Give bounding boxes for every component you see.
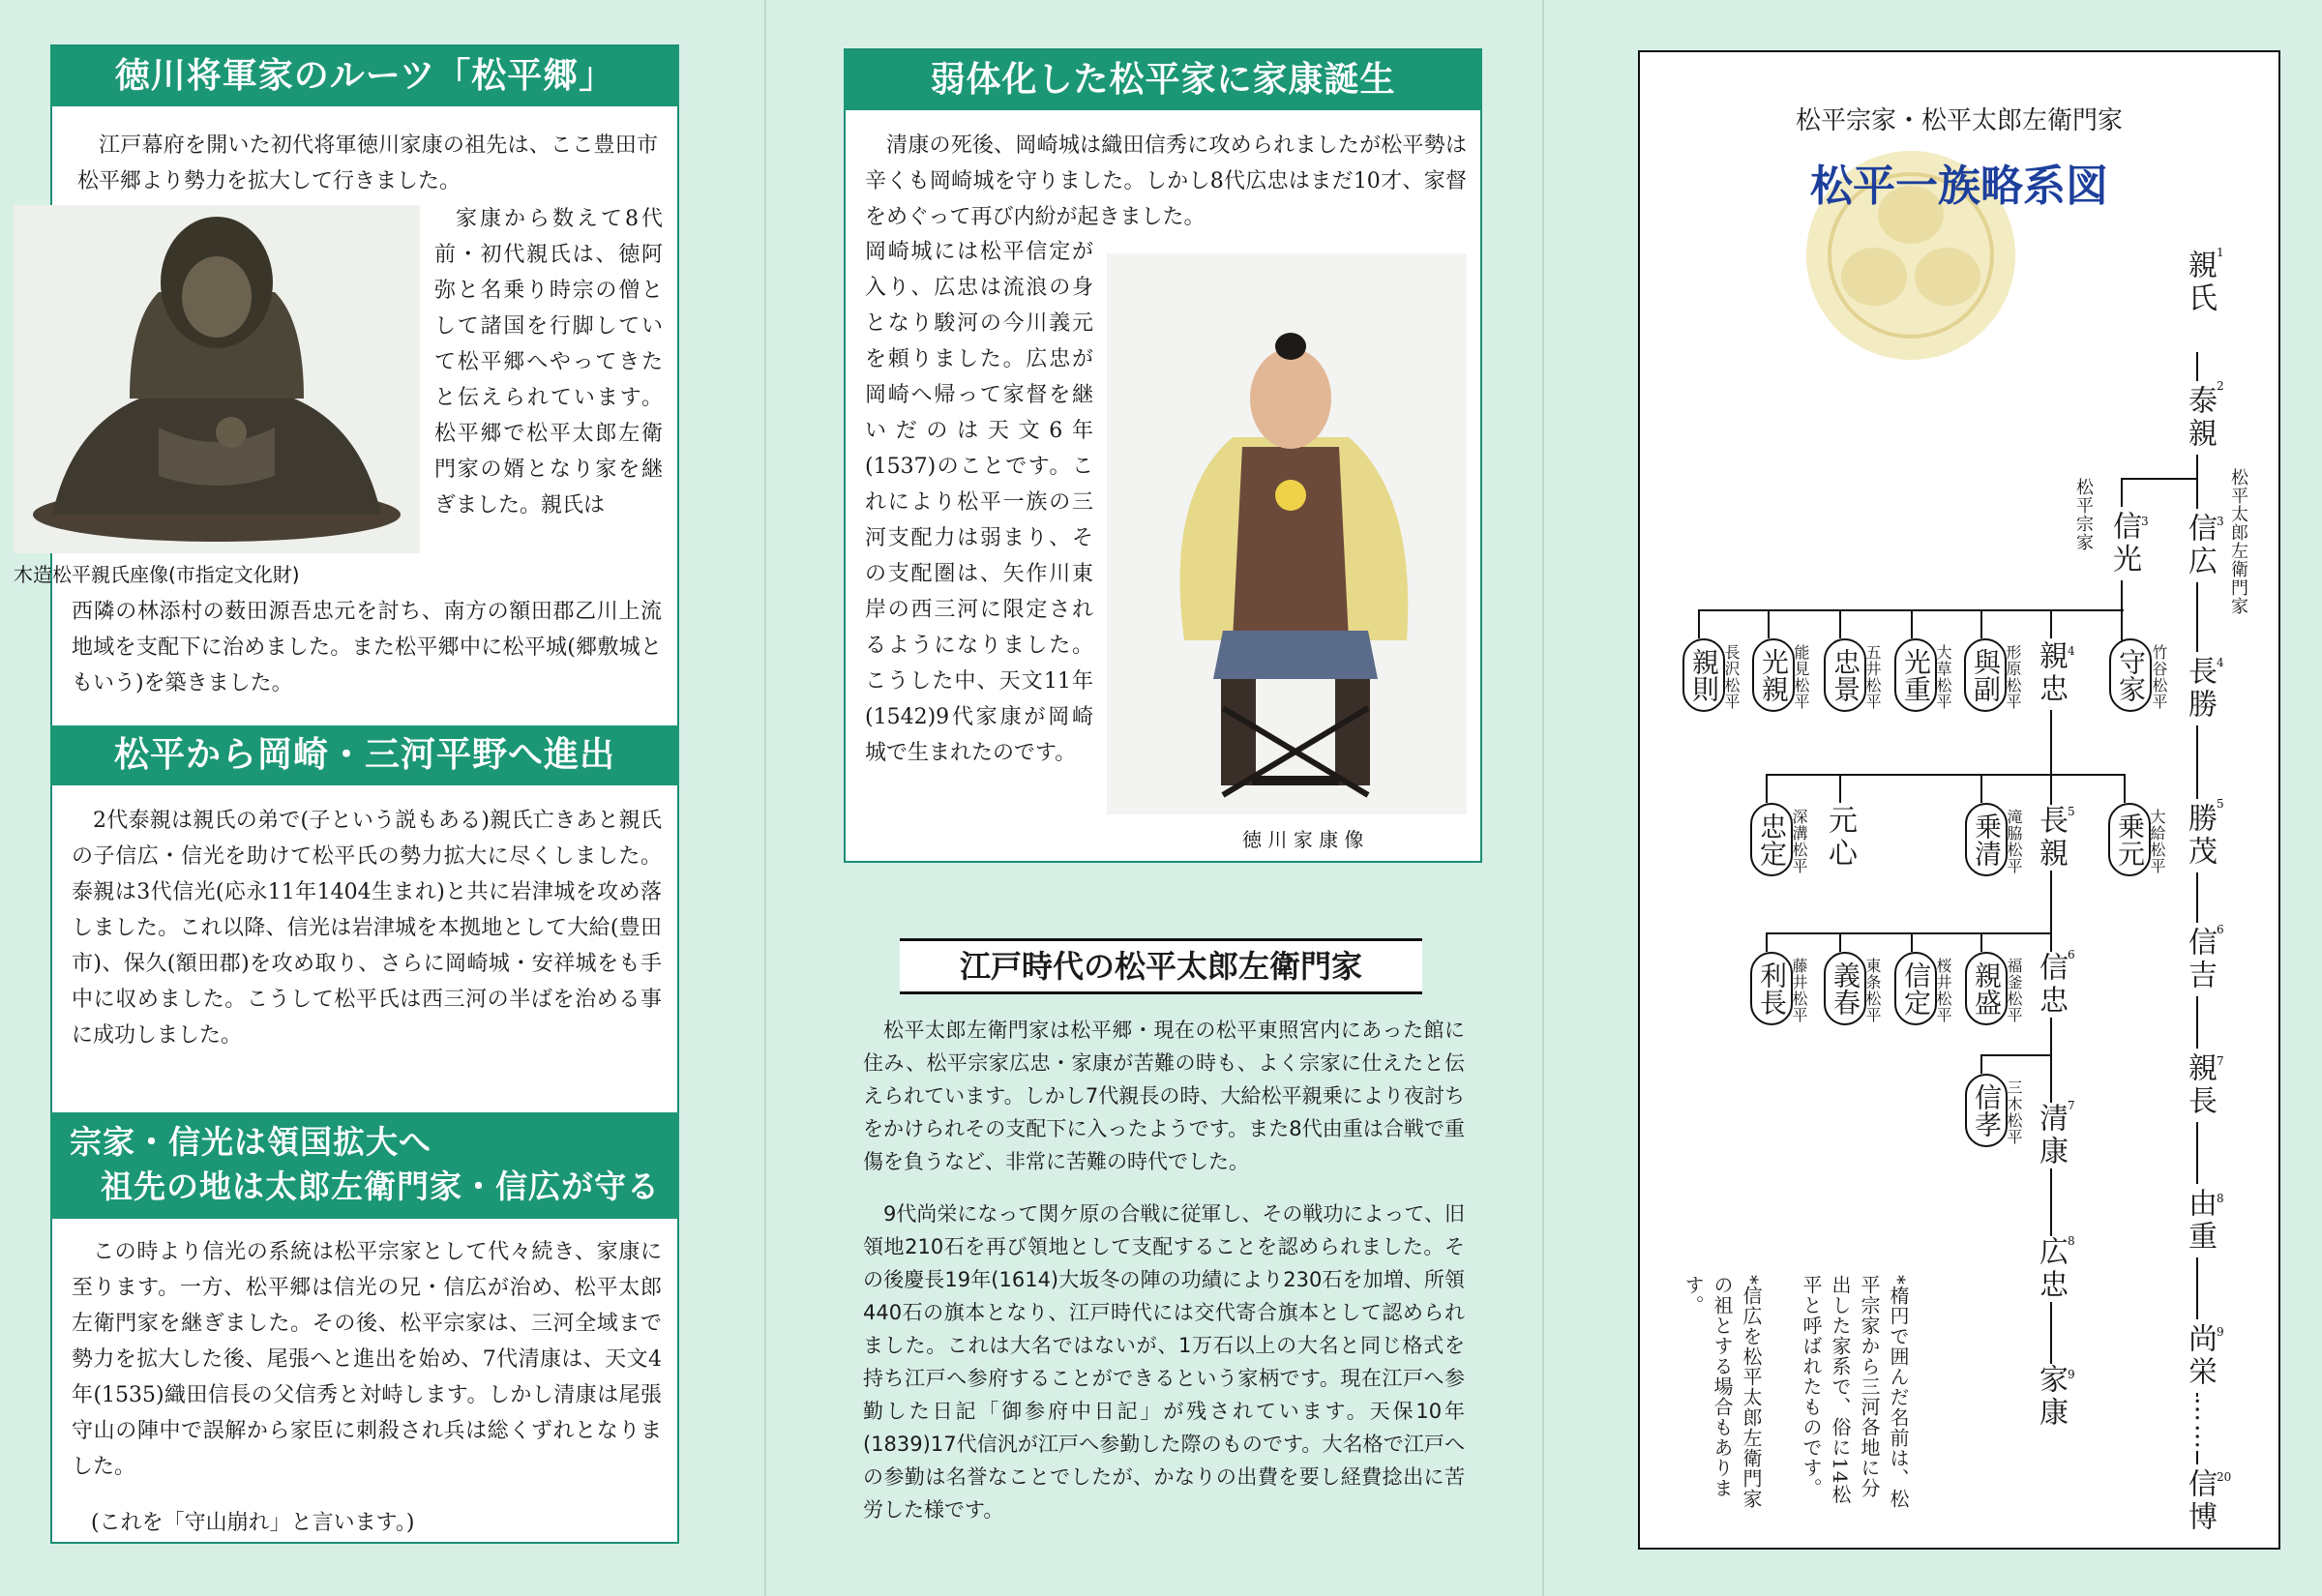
souke-nagachika: 長親 <box>2034 805 2068 871</box>
tag-miki: 三木松平 <box>2005 1079 2023 1145</box>
heading-okazaki: 松平から岡崎・三河平野へ進出 <box>50 725 679 785</box>
para-ancestors: 江戸幕府を開いた初代将軍徳川家康の祖先は、ここ豊田市松平郷より勢力を拡大して行きました。 <box>77 133 658 193</box>
tag-nomi: 能見松平 <box>1792 644 1810 710</box>
para-yasuchika: 2代泰親は親氏の弟で(子という説もある)親氏亡きあと親氏の子信広・信光を助けて松平氏の勢力拡大に尽くしました。泰親は3代信光(応永11年1404生まれ)と共に岩津城を攻め落しました。これ以降、信光は岩津城を本拠地として大給(豊田市)、保久(額田郡)を攻め取り、さらに岡崎城・安祥城をも手中に収めました。こうして松平氏は西三河の半ばを治める事に成功しました。 <box>72 809 662 1048</box>
tag-okusa: 大草松平 <box>1934 644 1952 710</box>
node-mitsushige: 光重 <box>1894 638 1937 712</box>
gen6-nobuyoshi: 信吉 <box>2184 923 2215 996</box>
tag-takenoya: 竹谷松平 <box>2150 644 2168 710</box>
tag-tojo: 東条松平 <box>1863 958 1882 1023</box>
node-chikamori: 親盛 <box>1965 952 2008 1025</box>
gen9-naohide: 尚栄 <box>2184 1319 2215 1393</box>
para-kiyoyasu-death: 清康の死後、岡崎城は織田信秀に攻められましたが松平勢は辛くも岡崎城を守りました。しかし8代広忠はまだ10才、家督をめぐって再び内紛が起きました。 <box>865 133 1467 229</box>
node-moriie: 守家 <box>2109 638 2152 712</box>
heading-souke-expansion <box>50 1112 679 1219</box>
node-norikiyo: 乗清 <box>1965 803 2008 876</box>
tag-fukama: 福釜松平 <box>2005 958 2023 1023</box>
panel-2-bottom <box>844 917 1482 1555</box>
gen8-yoshishige: 由重 <box>2184 1184 2215 1257</box>
heading-ieyasu-birth: 弱体化した松平家に家康誕生 <box>844 50 1482 110</box>
souke-chikatada: 親忠 <box>2034 640 2068 706</box>
photo-caption-ieyasu: 徳 川 家 康 像 <box>1242 828 1364 851</box>
node-mitsuchika: 光親 <box>1752 638 1795 712</box>
para-edo-2: 9代尚栄になって関ケ原の合戦に従軍し、その戦功によって、旧領地210石を再び領地として支配することを認められました。その後慶長19年(1614)大坂冬の陣の功績により230石を加増、所領440石の旗本となり、江戸時代には交代寄合旗本として認められました。これは大名ではないが、1万石以上の大名と同じ格式を持ち江戸へ参府することができるという家柄です。現在江戸へ参勤した日記「御参府中日記」が残されています。天保10年(1839)17代信汎が江戸へ参勤した際のものです。大名格で江戸への参勤は名誉なことでしたが、かなりの出費を要し経費捻出に苦労した様です。 <box>863 1202 1465 1522</box>
photo-caption-statue: 木造松平親氏座像(市指定文化財) <box>14 563 300 586</box>
note-fourteen-matsudaira: *楕円で囲んだ名前は、松平宗家から三河各地に分出した家系で、俗に14松平と呼ばれたものです。 <box>1800 1275 1910 1509</box>
tag-ogyu: 大給松平 <box>2148 809 2166 874</box>
tag-goi: 五井松平 <box>1863 644 1882 710</box>
panel-1 <box>14 44 679 1544</box>
tag-sakurai: 桜井松平 <box>1934 958 1952 1023</box>
photo-ieyasu-statue <box>1107 253 1467 814</box>
para-hirotada: 岡崎城には松平信定が入り、広忠は流浪の身となり駿河の今川義元を頼りました。広忠が岡崎へ帰って家督を継いだのは天文6年(1537)のことです。これにより松平一族の三河支配力は弱まり、その支配圏は、矢作川東岸の西三河に限定されるようになりました。こうした中、天文11年(1542)9代家康が岡崎城で生まれたのです。 <box>865 240 1093 765</box>
photo-chikauji-statue <box>14 205 420 553</box>
para-chikauji-cont: 西隣の林添村の薮田源吾忠元を討ち、南方の額田郡乙川上流地域を支配下に治めました。また松平郷中に松平城(郷敷城ともいう)を築きました。 <box>72 600 662 695</box>
souke-nobumitsu: 信光 <box>2108 507 2139 580</box>
node-norimoto: 乗元 <box>2108 803 2151 876</box>
node-tadakage: 忠景 <box>1824 638 1866 712</box>
tag-takiwaki: 滝脇松平 <box>2005 809 2023 874</box>
node-tomosuke: 與副 <box>1964 638 2007 712</box>
genealogy-subtitle: 松平宗家・松平太郎左衛門家 <box>1795 106 2123 135</box>
panel-3-genealogy: 松平宗家・松平太郎左衛門家 松平一族略系図 親氏 1 泰親 2 信広 3 長勝 4 勝茂 5 信吉 6 親長 7 由重 8 尚栄 9 …… 信博 20 松平太郎左衛門家 松平宗家 信光 3 守家 竹谷松平 親忠 4 與副 形原松平 光重 大草松平 忠景 五井松平 光親 能見松平 親則 長沢松平 乗元 大給松平 長親 5 乗清 滝脇松平 元心 忠定 深溝松平 信忠 6 親盛 福釜松平 信定 桜井松平 義春 東条松平 利長 藤井松平 信孝 三木松平 清康 7 広忠 8 家康 9 *楕円で囲んだ名前は、松平宗家から三河各地に分出した家系で、俗に14松平と呼ばれたものです。 *信広を松平太郎左衛門家の祖とする場合もあります。 <box>1638 50 2280 1550</box>
node-toshinaga: 利長 <box>1750 952 1793 1025</box>
heading-edo-period: 江戸時代の松平太郎左衛門家 <box>900 938 1422 994</box>
gen5-katsushige: 勝茂 <box>2184 799 2215 872</box>
node-yoshiharu: 義春 <box>1824 952 1866 1025</box>
tag-nagasawa: 長沢松平 <box>1722 644 1741 710</box>
para-edo-1: 松平太郎左衛門家は松平郷・現在の松平東照宮内にあった館に住み、松平宗家広忠・家康が苦難の時も、よく宗家に仕えたと伝えられています。しかし7代親長の時、大給松平親乗により夜討ちをかけられその支配下に入ったようです。また8代由重は合戦で重傷を負うなど、非常に苦難の時代でした。 <box>863 1019 1465 1173</box>
panel-2-top <box>844 48 1482 863</box>
souke-kiyoyasu: 清康 <box>2034 1103 2068 1168</box>
para-chikauji: 家康から数えて8代前・初代親氏は、徳阿弥と名乗り時宗の僧として諸国を行脚していて松平郷へやってきたと伝えられています。松平郷で松平太郎左衛門家の婿となり家を継ぎました。親氏は <box>434 207 663 517</box>
tag-fukozu: 深溝松平 <box>1790 809 1808 874</box>
label-taro-zaemon: 松平太郎左衛門家 <box>2228 468 2248 615</box>
heading-line-2: 祖先の地は太郎左衛門家・信広が守る <box>101 1167 660 1205</box>
node-nobusada: 信定 <box>1894 952 1937 1025</box>
node-genshin: 元心 <box>1823 805 1857 871</box>
souke-hirotada: 広忠 <box>2034 1236 2068 1302</box>
note-nobuhiro-ancestor: *信広を松平太郎左衛門家の祖とする場合もあります。 <box>1682 1275 1763 1509</box>
para-moriyama: (これを「守山崩れ」と言います。) <box>91 1511 415 1535</box>
genealogy-title: 松平一族略系図 <box>1810 162 2108 211</box>
tag-fujii: 藤井松平 <box>1790 958 1808 1023</box>
souke-nobutada: 信忠 <box>2034 952 2068 1018</box>
ellipsis-dots: …… <box>2189 1397 2218 1451</box>
gen4-nagakatsu: 長勝 <box>2184 652 2215 725</box>
gen1-chikauji: 親氏 <box>2184 246 2215 319</box>
gen2-yasuchika: 泰親 <box>2184 381 2215 455</box>
souke-ieyasu: 家康 <box>2034 1364 2068 1430</box>
gen20-nobuhiro: 信博 <box>2184 1464 2215 1538</box>
label-souke: 松平宗家 <box>2073 478 2094 551</box>
node-nobutaka: 信孝 <box>1965 1074 2008 1147</box>
node-tadasada: 忠定 <box>1750 803 1793 876</box>
gen7-chikanaga: 親長 <box>2184 1049 2215 1122</box>
node-chikanori: 親則 <box>1682 638 1725 712</box>
tag-katahara: 形原松平 <box>2004 644 2022 710</box>
para-souke: この時より信光の系統は松平宗家として代々続き、家康に至ります。一方、松平郷は信光の兄・信広が治め、松平太郎左衛門家を継ぎました。その後、松平宗家は、三河全域まで勢力を拡大した後、尾張へと進出を始め、7代清康は、天文4年(1535)織田信長の父信秀と対峙します。しかし清康は尾張守山の陣中で誤解から家臣に刺殺され兵は総くずれとなりました。 <box>72 1240 662 1479</box>
heading-line-1: 宗家・信光は領国拡大へ <box>70 1123 432 1161</box>
gen3-nobuhiro: 信広 <box>2184 509 2215 582</box>
heading-matsudaira-go: 徳川将軍家のルーツ「松平郷」 <box>50 46 679 106</box>
